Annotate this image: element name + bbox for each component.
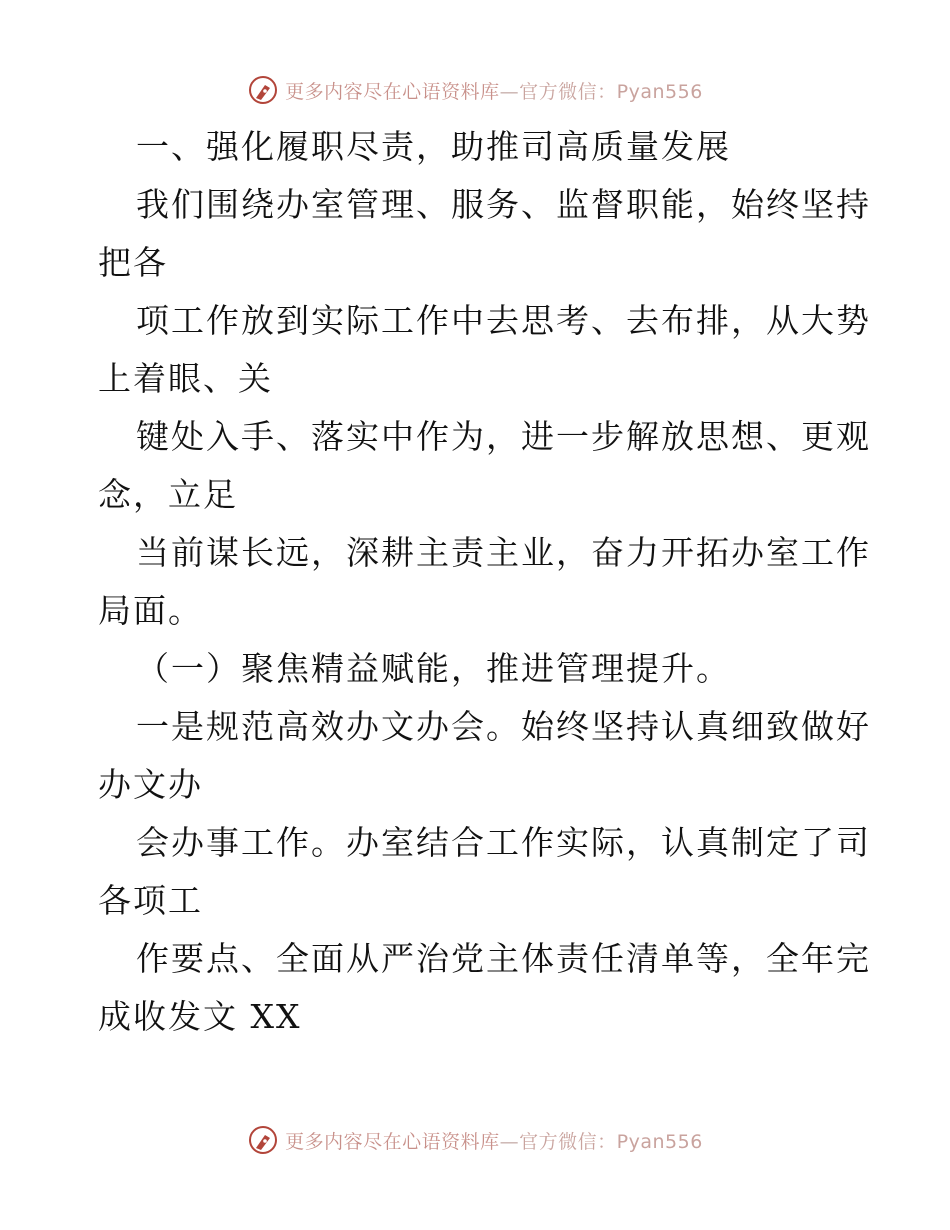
- paragraph-line: 项工作放到实际工作中去思考、去布排，从大势: [136, 301, 871, 340]
- paragraph-line: 局面。: [98, 591, 203, 630]
- footer-banner-text: [285, 1127, 703, 1154]
- header-banner-main: 更多内容尽在心语资料库: [285, 80, 500, 103]
- section-heading: 一、强化履职尽责，助推司高质量发展: [136, 127, 731, 166]
- header-watermark-banner: [0, 72, 950, 108]
- paragraph-line: 作要点、全面从严治党主体责任清单等，全年完: [136, 939, 871, 978]
- paragraph-line: 键处入手、落实中作为，进一步解放思想、更观: [136, 417, 871, 456]
- paragraph-line: 成收发文 XX: [98, 997, 302, 1036]
- header-banner-text: [285, 77, 703, 104]
- footer-banner-dash: —: [499, 1130, 520, 1153]
- paragraph-line: 会办事工作。办室结合工作实际，认真制定了司: [136, 823, 871, 862]
- paragraph-line: 我们围绕办室管理、服务、监督职能，始终坚持: [136, 185, 871, 224]
- paragraph-line: 把各: [98, 243, 168, 282]
- paragraph-line: 念，立足: [98, 475, 238, 514]
- footer-banner-main: 更多内容尽在心语资料库: [285, 1130, 500, 1153]
- pen-nib-logo-icon: [247, 74, 279, 106]
- footer-watermark-banner: [0, 1122, 950, 1158]
- paragraph-line: 上着眼、关: [98, 359, 273, 398]
- header-banner-wechat: 官方微信：Pyan556: [519, 80, 703, 103]
- paragraph-line: 当前谋长远，深耕主责主业，奋力开拓办室工作: [136, 533, 871, 572]
- document-body: [98, 118, 871, 1046]
- pen-nib-logo-icon: [247, 1124, 279, 1156]
- paragraph-line: 办文办: [98, 765, 203, 804]
- subsection-heading: （一）聚焦精益赋能，推进管理提升。: [136, 649, 731, 688]
- footer-banner-wechat: 官方微信：Pyan556: [519, 1130, 703, 1153]
- header-banner-dash: —: [499, 80, 520, 103]
- paragraph-line: 一是规范高效办文办会。始终坚持认真细致做好: [136, 707, 871, 746]
- paragraph-line: 各项工: [98, 881, 203, 920]
